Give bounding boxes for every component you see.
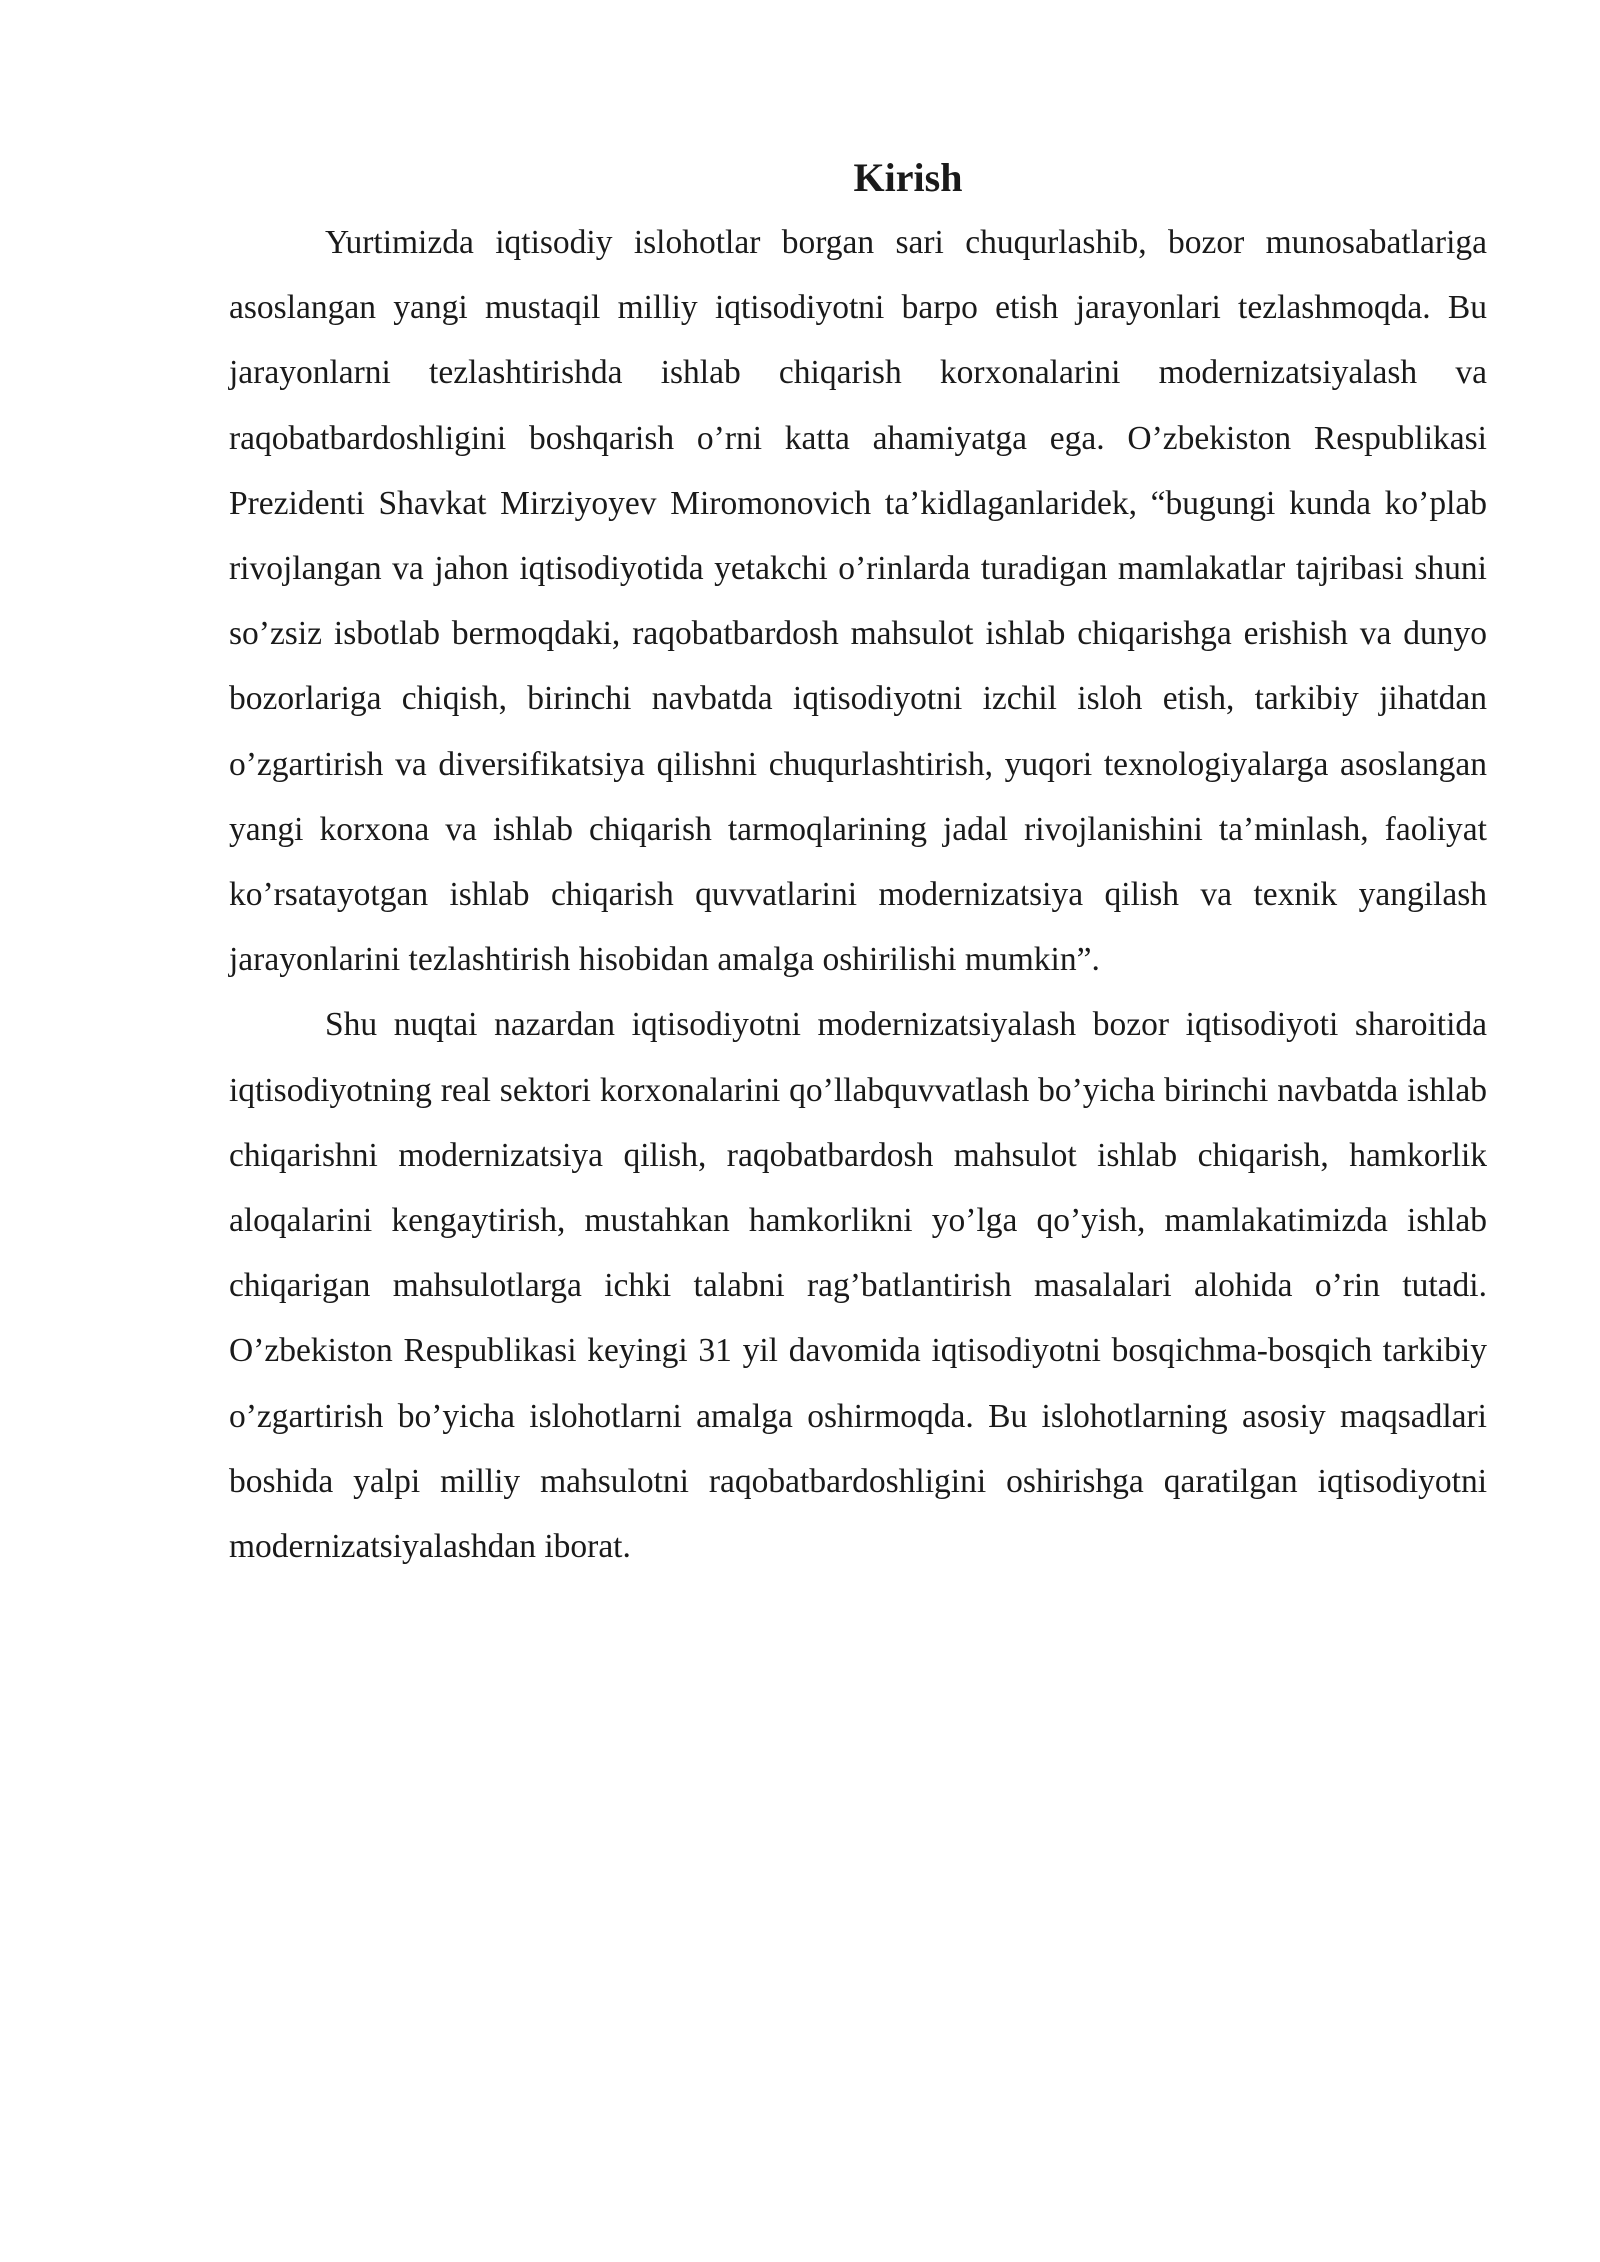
document-body [229,146,1487,1579]
paragraph-2: Shu nuqtai nazardan iqtisodiyotni modernizatsiyalash bozor iqtisodiyoti sharoitida iqtisodiyotning real sektori korxonalarini qo’llabquvvatlash bo’yicha birinchi navbatda ishlab chiqarishni modernizatsiya qilish, raqobatbardosh mahsulot ishlab chiqarish, hamkorlik aloqalarini kengaytirish, mustahkan hamkorlikni yo’lga qo’yish, mamlakatimizda ishlab chiqarigan mahsulotlarga ichki talabni rag’batlantirish masalalari alohida o’rin tutadi. O’zbekiston Respublikasi keyingi 31 yil davomida iqtisodiyotni bosqichma-bosqich tarkibiy o’zgartirish bo’yicha islohotlarni amalga oshirmoqda. Bu islohotlarning asosiy maqsadlari boshida yalpi milliy mahsulotni raqobatbardoshligini oshirishga qaratilgan iqtisodiyotni modernizatsiyalashdan iborat. [229,1006,1487,1566]
page-title: Kirish [853,155,963,200]
paragraph-1: Yurtimizda iqtisodiy islohotlar borgan sari chuqurlashib, bozor munosabatlariga asoslangan yangi mustaqil milliy iqtisodiyotni barpo etish jarayonlari tezlashmoqda. Bu jarayonlarni tezlashtirishda ishlab chiqarish korxonalarini modernizatsiyalash va raqobatbardoshligini boshqarish o’rni katta ahamiyatga ega. O’zbekiston Respublikasi Prezidenti Shavkat Mirziyoyev Miromonovich ta’kidlaganlaridek, “bugungi kunda ko’plab rivojlangan va jahon iqtisodiyotida yetakchi o’rinlarda turadigan mamlakatlar tajribasi shuni so’zsiz isbotlab bermoqdaki, raqobatbardosh mahsulot ishlab chiqarishga erishish va dunyo bozorlariga chiqish, birinchi navbatda iqtisodiyotni izchil isloh etish, tarkibiy jihatdan o’zgartirish va diversifikatsiya qilishni chuqurlashtirish, yuqori texnologiyalarga asoslangan yangi korxona va ishlab chiqarish tarmoqlarining jadal rivojlanishini ta’minlash, faoliyat ko’rsatayotgan ishlab chiqarish quvvatlarini modernizatsiya qilish va texnik yangilash jarayonlarini tezlashtirish hisobidan amalga oshirilishi mumkin”. [229,224,1487,979]
